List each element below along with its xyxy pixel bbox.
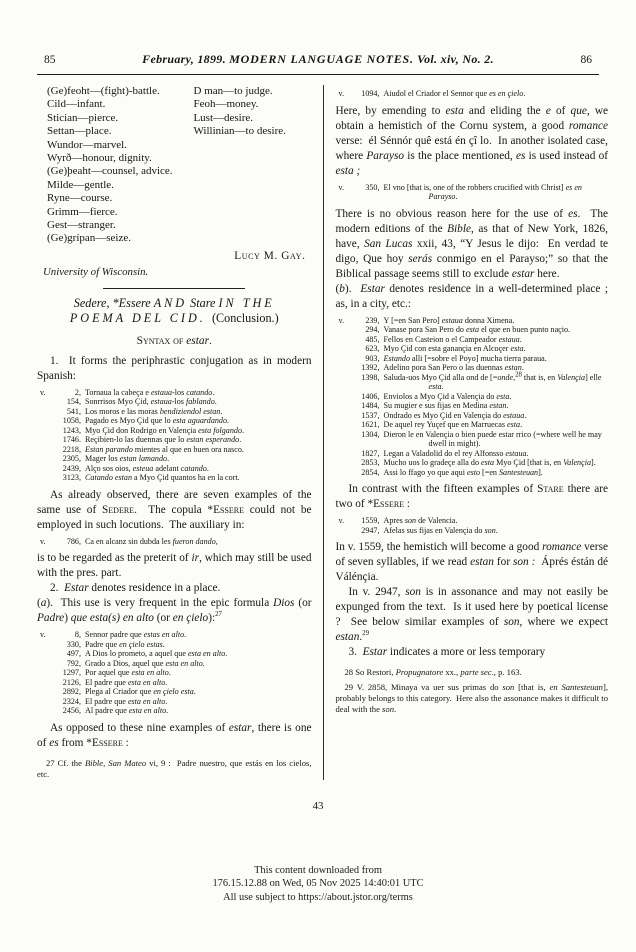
paragraph: As opposed to these nine examples of estar, there is one of es from *Essere : <box>37 721 312 749</box>
verse-list <box>336 183 609 202</box>
verse-line: 623, Myo Çid con esta ganançia en Alcoçer esta. <box>365 344 526 353</box>
right-column <box>323 85 609 780</box>
footnote: 27 Cf. the Bible, San Mateo vi, 9 : Padre nuestro, que estás en los cielos, etc. <box>37 757 312 779</box>
verse-line: 541, Los moros e las moras bendiziendol estan. <box>66 406 223 416</box>
glossary-entry: Lust—desire. <box>193 111 254 124</box>
paragraph: (b). Estar denotes residence in a well-determined place ; as, in a city, etc.: <box>335 282 608 310</box>
separator-rule <box>103 288 245 289</box>
verse-line: 2218, Estan parando mientes al que en buen ora nasco. <box>62 444 244 454</box>
section-heading: Syntax of estar. <box>136 334 212 347</box>
journal-header-title <box>56 52 581 67</box>
verse-line: v. 1559, Apres son de Valencia. <box>338 516 458 525</box>
paragraph: 1. It forms the periphrastic conjugation as in modern Spanish: <box>37 354 312 382</box>
right-page-number: 86 <box>580 54 592 66</box>
verse-line: 1484, Su mugier e sus fijas en Medina estan. <box>361 401 509 410</box>
verse-list <box>37 537 312 547</box>
stamp-line-1: This content downloaded from <box>254 864 382 876</box>
paragraph: In contrast with the fifteen examples of Stare there are two of *Essere : <box>335 483 608 510</box>
paragraph: As already observed, there are seven examples of the same use of Sedere. The copula *Essere could not be employed in such locutions. The auxiliary in: <box>37 488 312 531</box>
verse-line: 1297, Por aquel que esta en alto. <box>62 668 171 678</box>
glossary-entry: Cild—infant. <box>47 98 106 111</box>
footnote: 29 V. 2858, Minaya va uer sus primas do son [that is, en Santesteuan], probably belongs to this category. Here also the assonance makes it difficult to deal with the son. <box>335 682 608 714</box>
glossary-entry: Feoh—money. <box>193 98 259 111</box>
verse-line: 497, A Dios lo prometo, a aquel que esta en alto. <box>66 649 228 659</box>
glossary-list <box>37 85 312 246</box>
author-signature: Lucy M. Gay. <box>234 249 306 262</box>
verse-line: 2947, Afelas sus fijas en Valençia do son. <box>361 525 498 535</box>
left-page-number: 85 <box>44 54 56 66</box>
page-header <box>0 52 636 67</box>
verse-list <box>37 630 312 716</box>
paragraph: Here, by emending to esta and eliding the e of que, we obtain a hemistich of the Cornu system, a good romance verse: él Sénnór quê está én çî lo. In another isolated case, where Parayso is the place mentioned, es is used instead of esta ; <box>335 104 609 177</box>
verse-line: 2324, El padre que esta en alto. <box>62 696 168 706</box>
verse-line: 294, Vanase pora San Pero do esta el que en buen punto naçio. <box>365 325 571 334</box>
header-volume: Vol. xiv, No. 2. <box>417 52 494 66</box>
left-column <box>37 85 323 780</box>
verse-line: v. 350, El vno [that is, one of the robbers crucified with Christ] es en Parayso. <box>338 182 582 201</box>
verse-line: 2853, Mucho uos lo gradeçe alla do esta Myo Çid [that is, en Valençia]. <box>361 458 596 467</box>
stamp-line-2: 176.15.12.88 on Wed, 05 Nov 2025 14:40:01 UTC <box>212 878 424 890</box>
verse-line: 1746. Reçibien-lo las duennas que lo estan esperando. <box>62 435 242 445</box>
glossary-entry: Gest—stranger. <box>47 219 116 232</box>
paragraph: 2. Estar denotes residence in a place. <box>50 582 221 595</box>
verse-line: 2854, Assi lo ffago yo que aqui esto [=en Santesteuan]. <box>361 467 543 477</box>
verse-line: 2439, Alço sos oios, esteua adelant catando. <box>62 463 209 473</box>
glossary-entry: Settan—place. <box>47 125 112 138</box>
verse-line: 1398, Saluda-uos Myo Çid alla ond de [=onde,$^{28}$ that is, en Valençia] elle esta. <box>361 370 602 391</box>
paragraph: In v. 1559, the hemistich will become a good romance verse of seven syllables, if we read estan for son : Áprés éstán dé Válénçia. <box>335 541 608 583</box>
glossary-entry: (Ge)feoht—(fight)-battle. <box>47 85 160 97</box>
footer-page-number: 43 <box>312 799 324 812</box>
verse-line: 1537, Ondrado es Myo Çid en Valençia do estaua. <box>361 410 527 420</box>
verse-line: 903, Estando alli [=sobre el Poyo] mucha tierra paraua. <box>365 353 547 363</box>
header-journal-name: MODERN LANGUAGE NOTES. <box>229 52 414 66</box>
verse-line: 1243, Myo Çid don Rodrigo en Valençia esta folgando. <box>62 425 245 435</box>
paragraph: In v. 2947, son is in assonance and may not easily be expunged from the text. Is it used here by poetical license ? See below similar examples of son, where we expect estan.$^{29}$ <box>335 586 609 643</box>
verse-line: v. 786, Ca en alcanz sin dubda les fueron dando, <box>40 536 218 546</box>
glossary-entry: Willinian—to desire. <box>193 125 286 138</box>
verse-line: 3123, Catando estan a Myo Çid quantos ha en la cort. <box>62 473 240 483</box>
verse-list <box>336 316 609 478</box>
glossary-entry: D man—to judge. <box>193 85 273 97</box>
verse-line: 2126, El padre que esta en alto. <box>62 677 168 687</box>
verse-line: 2305, Mager los estan lamando. <box>62 454 170 464</box>
two-column-text <box>37 85 608 780</box>
verse-line: 1304, Dieron le en Valençia o bien puede estar rrico (=where well he may dwell in might). <box>361 429 602 448</box>
glossary-entry: Grimm—fierce. <box>47 205 118 218</box>
header-date: February, 1899. <box>142 52 226 66</box>
verse-line: 792, Grado a Dios, aquel que esta en alto. <box>66 658 205 668</box>
article-title: Sedere, *Essere AND Stare IN THE POEMA DEL CID. (Conclusion.) <box>69 295 279 326</box>
verse-line: 1392, Adelino pora San Pero o las duennas estan. <box>361 363 524 372</box>
verse-line: 1827, Legan a Valadolid do el rey Alfonsso estaua. <box>361 448 529 458</box>
verse-line: v. 8, Sennor padre que estas en alto. <box>40 630 187 640</box>
glossary-entry: Wundor—marvel. <box>47 138 127 151</box>
footnote: 28 So Restori, Propugnatore xx., parte sec., p. 163. <box>344 667 522 677</box>
author-affiliation: University of Wisconsin. <box>43 265 149 278</box>
glossary-entry: Stician—pierce. <box>47 111 119 124</box>
jstor-stamp <box>0 864 636 905</box>
paragraph: There is no obvious reason here for the use of es. The modern editions of the Bible, as that of New York, 1826, have, San Lucas xxii, 43, “Y Jesus le dijo: En verdad te digo, Que hoy serás conmigo en el Parayso;” so that the Biblical passage seems still to exclude estar here. <box>335 207 609 280</box>
glossary-entry: (Ge)þeaht—counsel, advice. <box>47 165 173 178</box>
stamp-line-3: All use subject to https://about.jstor.org/terms <box>223 892 413 904</box>
glossary-column <box>37 85 193 246</box>
verse-line: v. 1094, Aiudol el Criador el Sennor que es en çielo. <box>338 89 526 98</box>
verse-line: 154, Sonrrisos Myo Çid, estaua-los fablando. <box>66 397 217 407</box>
verse-line: 2892, Plega al Criador que en çielo esta. <box>62 687 196 697</box>
verse-list <box>37 388 312 483</box>
glossary-column <box>193 85 311 246</box>
verse-line: 1406, Enviolos a Myo Çid a Valençia do esta. <box>361 391 512 401</box>
verse-line: 1058, Pagado es Myo Çid que lo esta aguardando. <box>62 416 230 426</box>
glossary-entry: Ryne—course. <box>47 192 113 205</box>
verse-line: 330, Padre que en çielo estas. <box>66 639 165 649</box>
header-rule <box>37 74 599 75</box>
glossary-entry: Wyrð—honour, dignity. <box>47 152 152 165</box>
verse-list <box>336 89 609 99</box>
glossary-entry: (Ge)grípan—seize. <box>47 232 131 245</box>
paragraph: is to be regarded as the preterit of ir, which may still be used with the pres. part. <box>37 552 312 580</box>
verse-line: 485, Fellos en Casteion o el Campeador estaua. <box>365 334 522 344</box>
verse-line: v. 2, Tornaua la cabeça e estaua-los catando. <box>40 387 215 397</box>
glossary-entry: Milde—gentle. <box>47 178 114 191</box>
paragraph: (a). This use is very frequent in the epic formula Dios (or Padre) que esta(s) en alto (or en çielo):$^{27}$ <box>37 597 312 625</box>
paragraph: 3. Estar indicates a more or less temporary <box>348 646 546 658</box>
verse-line: v. 239, Y [=en San Pero] estaua donna Ximena. <box>338 315 515 325</box>
verse-list <box>336 516 609 535</box>
verse-line: 1621, De aquel rey Yuçef que en Marruecas esta. <box>361 420 523 429</box>
verse-line: 2456, Al padre que esta en alto. <box>62 706 169 716</box>
